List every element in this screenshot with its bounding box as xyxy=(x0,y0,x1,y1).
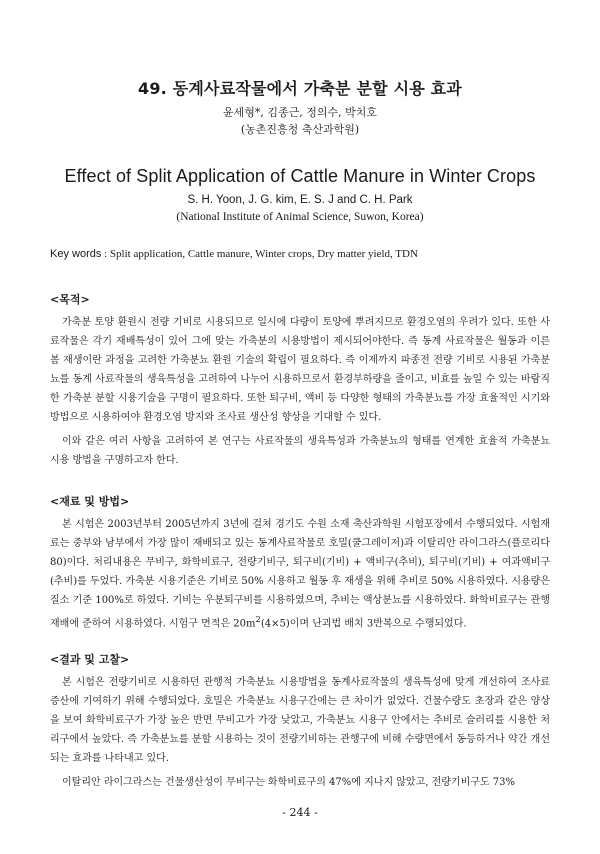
affiliation-korean: (농촌진흥청 축산과학원) xyxy=(240,123,360,136)
results-paragraph-1: 본 시험은 전량기비로 시용하던 관행적 가축분뇨 시용방법을 동계사료작물의 생육특성에 맞게 개선하여 조사료 증산에 기여하기 위해 수행되었다. 호밀은 가축분뇨 시용구간에는 큰 차이가 없었다. 건물수량도 초장과 같은 양상을 보여 화학비료구가 가장 높은 반면 무비고가 가장 낮았고, 가축분뇨 시용구 안에서는 추비로 슬러리를 시용한 처리구에서 높았다. 즉 가축분뇨를 분할 시용하는 것이 전량기비하는 관행구에 비해 수량면에서 동등하거나 약간 개선되는 효과를 나타내고 있다. xyxy=(50,677,550,764)
methods-text-part-2: (4×5)이며 난괴법 배치 3반복으로 수행되었다. xyxy=(260,618,467,630)
methods-paragraph-1 xyxy=(50,515,550,633)
area-exponent: 2 xyxy=(255,614,261,624)
purpose-paragraph-2: 이와 같은 여러 사항을 고려하여 본 연구는 사료작물의 생육특성과 가축분뇨의 형태를 연계한 효율적 가축분뇨 시용 방법을 구명하고자 한다. xyxy=(50,436,550,466)
section-heading-methods: <재료 및 방법> xyxy=(50,495,130,508)
purpose-paragraph-1: 가축분 토양 환원시 전량 기비로 시용되므로 일시에 다량이 토양에 뿌려지므로 환경오염의 우려가 있다. 또한 사료작물은 각기 재배특성이 있어 그에 맞는 가축분의 시용방법이 제시되어야한다. 즉 동계 사료작물은 월동과 이른 봄 재생이란 과정을 고려한 가축분뇨 환원 기술의 확립이 필요하다. 즉 이제까지 파종전 전량 기비로 시용된 가축분뇨를 동계 사료작물의 생육특성을 고려하여 나누어 시용하므로서 환경부하량을 줄이고, 비효를 높일 수 있는 바람직한 가축분 분할 시용기술을 구명이 필요하다. 또한 퇴구비, 액비 등 다양한 형태의 가축분뇨를 가장 효율적인 시기와 방법으로 시용하여야 환경오염 방지와 조사료 생산성 향상을 기대할 수 있다. xyxy=(50,317,550,423)
keywords-line xyxy=(50,248,570,260)
keywords-separator: : xyxy=(101,248,110,260)
authors-english: S. H. Yoon, J. G. kim, E. S. J and C. H. Park xyxy=(187,194,413,206)
affiliation-english: (National Institute of Animal Science, Suwon, Korea) xyxy=(176,211,424,223)
section-heading-purpose: <목적> xyxy=(50,293,90,306)
keywords-text: Split application, Cattle manure, Winter crops, Dry matter yield, TDN xyxy=(109,248,418,260)
title-korean: 49. 동계사료작물에서 가축분 분할 시용 효과 xyxy=(138,79,462,98)
section-methods xyxy=(50,493,550,633)
authors-korean: 윤세형*, 김종근, 정의수, 박치호 xyxy=(223,106,377,119)
section-results xyxy=(50,651,550,792)
methods-text-part-1: 본 시험은 2003년부터 2005년까지 3년에 걸쳐 경기도 수원 소재 축산과학원 시험포장에서 수행되었다. 시험재료는 중부와 남부에서 가장 많이 재배되고 있는 동계사료작물로 호밀(쿨그레이저)과 이탈리안 라이그라스(플로리다80)이다. 처리내용은 무비구, 화학비료구, 전량기비구, 퇴구비(기비) + 액비구(추비), 퇴구비(기비) + 여과액비구(추비)를 두었다. 가축분 시용기준은 기비로 50% 시용하고 월동 후 재생을 위해 추비로 50% 시용하였다. 시용량은 질소 기준 100%로 하였다. 기비는 우분퇴구비를 시용하였으며, 추비는 액상분뇨를 시용하였다. 화학비료구는 관행재배에 준하여 시용하였다. 시험구 면적은 20m xyxy=(50,519,550,630)
section-heading-results: <결과 및 고찰> xyxy=(50,653,130,666)
title-english: Effect of Split Application of Cattle Manure in Winter Crops xyxy=(64,166,536,186)
results-paragraph-2: 이탈리안 라이그라스는 건물생산성이 무비구는 화학비료구의 47%에 지나지 않았고, 전량기비구도 73% xyxy=(62,777,515,788)
page-number: - 244 - xyxy=(282,806,318,819)
keywords-label: Key words xyxy=(50,248,102,260)
section-purpose xyxy=(50,291,550,470)
